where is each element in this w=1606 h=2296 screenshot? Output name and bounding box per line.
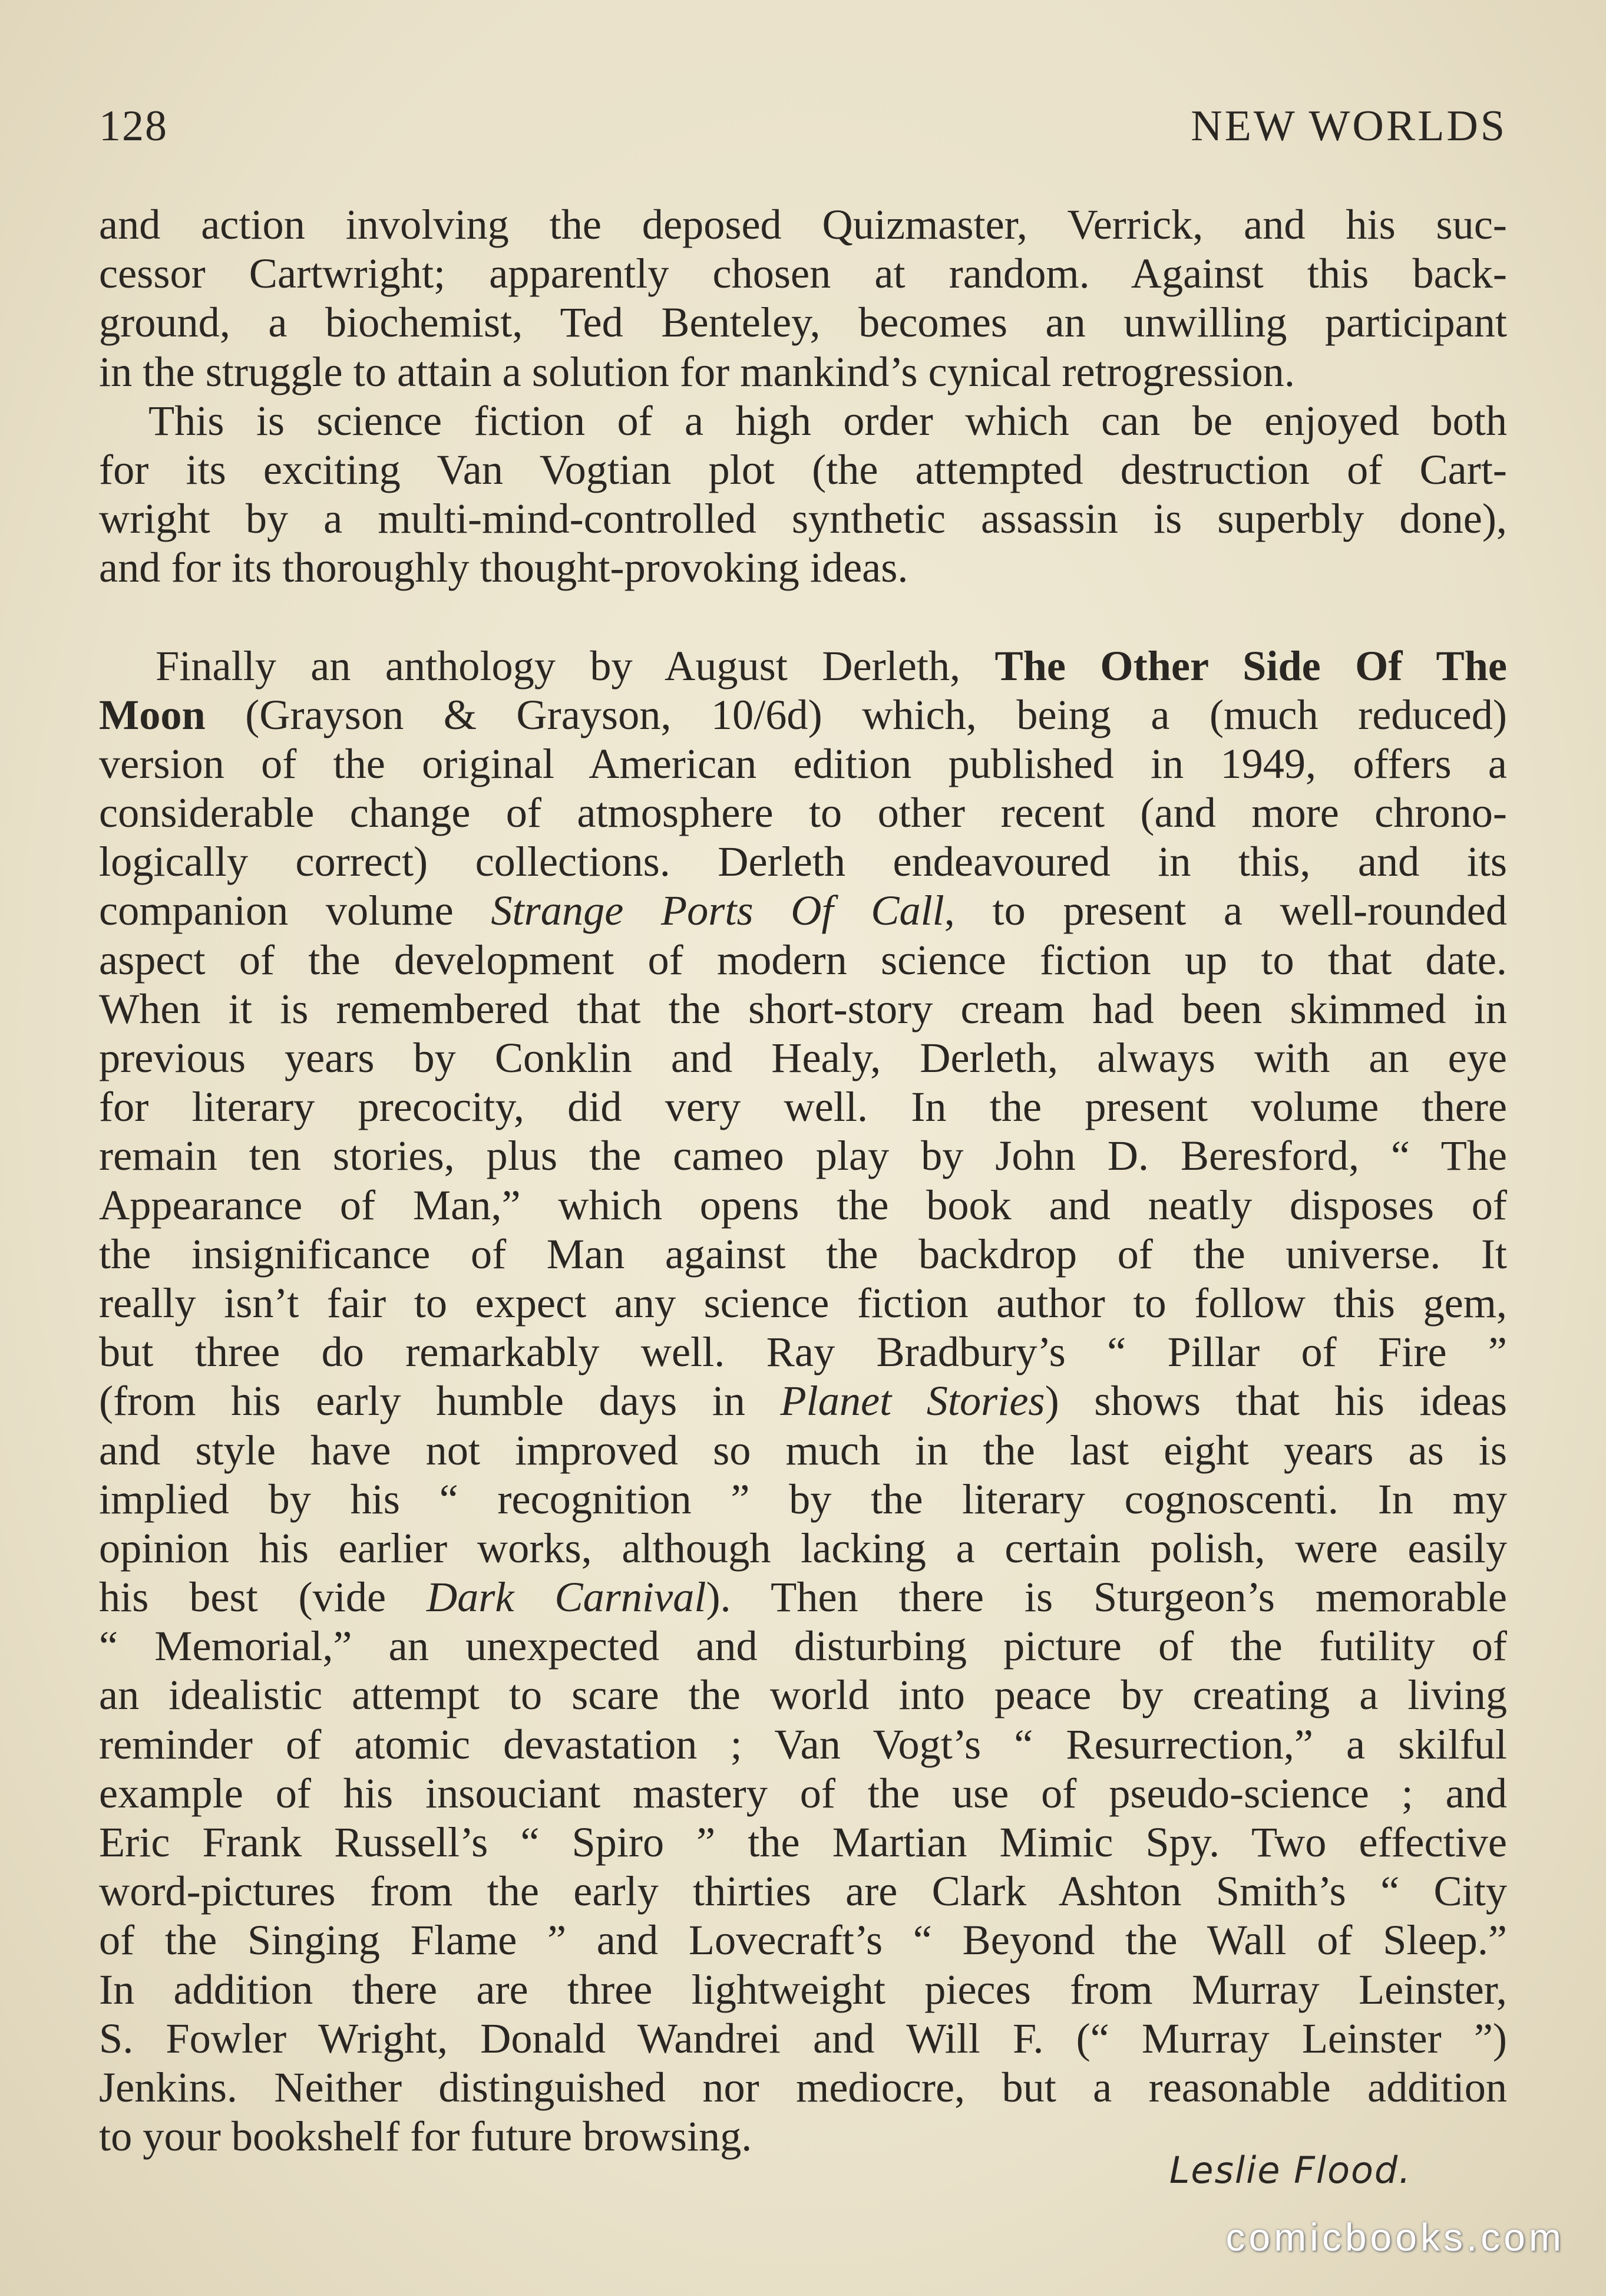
text-line: and style have not improved so much in the last eight years as is xyxy=(99,1426,1507,1474)
book-title: Moon xyxy=(99,691,206,738)
text-line: his best (vide Dark Carnival). Then there is Sturgeon’s memorable xyxy=(99,1573,1507,1621)
text-line: of the Singing Flame ” and Lovecraft’s “ Beyond the Wall of Sleep.” xyxy=(99,1916,1507,1964)
article-body xyxy=(99,200,1507,2161)
running-title: NEW WORLDS xyxy=(1191,102,1507,150)
italic-title: Dark Carnival xyxy=(426,1573,706,1621)
text-line: Appearance of Man,” which opens the book and neatly disposes of xyxy=(99,1181,1507,1229)
text-line: cessor Cartwright; apparently chosen at random. Against this back- xyxy=(99,250,1507,298)
page-number: 128 xyxy=(99,102,168,150)
text-line: “ Memorial,” an unexpected and disturbing picture of the futility of xyxy=(99,1622,1507,1670)
book-title: The Other Side Of The xyxy=(994,642,1507,690)
paragraph-2 xyxy=(99,397,1507,593)
italic-title: Planet Stories xyxy=(780,1377,1045,1425)
text-line: but three do remarkably well. Ray Bradbury’s “ Pillar of Fire ” xyxy=(99,1328,1507,1376)
text-line: (from his early humble days in Planet Stories) shows that his ideas xyxy=(99,1377,1508,1425)
text-line: and for its thoroughly thought-provoking ideas. xyxy=(99,544,908,592)
text-line: Jenkins. Neither distinguished nor mediocre, but a reasonable addition xyxy=(99,2063,1507,2111)
text-line: word-pictures from the early thirties are Clark Ashton Smith’s “ City xyxy=(99,1868,1507,1915)
text-line: really isn’t fair to expect any science fiction author to follow this gem, xyxy=(99,1279,1507,1327)
text-line: remain ten stories, plus the cameo play by John D. Beresford, “ The xyxy=(99,1132,1507,1180)
watermark: comicbooks.com xyxy=(1225,2215,1565,2259)
text-line: logically correct) collections. Derleth endeavoured in this, and its xyxy=(99,838,1507,886)
text-line: example of his insouciant mastery of the use of pseudo-science ; and xyxy=(99,1769,1507,1817)
author-signature: Leslie Flood. xyxy=(1169,2149,1412,2192)
text-line: In addition there are three lightweight pieces from Murray Leinster, xyxy=(99,1965,1507,2013)
text-line: opinion his earlier works, although lacking a certain polish, were easily xyxy=(99,1524,1507,1572)
text-line: in the struggle to attain a solution for mankind’s cynical retrogression. xyxy=(99,348,1295,395)
text-line: the insignificance of Man against the backdrop of the universe. It xyxy=(99,1230,1507,1278)
text-line: Moon (Grayson & Grayson, 10/6d) which, being a (much reduced) xyxy=(99,691,1507,738)
paragraph-gap xyxy=(99,593,1507,642)
paragraph-1 xyxy=(99,200,1507,397)
text-line: previous years by Conklin and Healy, Derleth, always with an eye xyxy=(99,1034,1507,1081)
italic-title: Strange Ports Of Call xyxy=(491,887,944,935)
text-line: for its exciting Van Vogtian plot (the attempted destruction of Cart- xyxy=(99,446,1507,493)
text-line: companion volume Strange Ports Of Call, to present a well-rounded xyxy=(99,887,1508,935)
text-line: Eric Frank Russell’s “ Spiro ” the Martian Mimic Spy. Two effective xyxy=(99,1819,1507,1866)
text-line: This is science fiction of a high order which can be enjoyed both xyxy=(148,397,1507,444)
text-line: Finally an anthology by August Derleth, The Other Side Of The xyxy=(156,642,1507,690)
paragraph-3 xyxy=(99,642,1507,2162)
text-line: for literary precocity, did very well. In the present volume there xyxy=(99,1083,1507,1131)
text-line: an idealistic attempt to scare the world into peace by creating a living xyxy=(99,1671,1507,1719)
text-line: and action involving the deposed Quizmaster, Verrick, and his suc- xyxy=(99,201,1507,248)
text-line: ground, a biochemist, Ted Benteley, becomes an unwilling participant xyxy=(99,299,1507,347)
text-line: wright by a multi-mind-controlled synthetic assassin is superbly done), xyxy=(99,495,1507,543)
page-header xyxy=(99,101,1507,160)
text-line: S. Fowler Wright, Donald Wandrei and Will F. (“ Murray Leinster ”) xyxy=(99,2014,1507,2062)
text-line: considerable change of atmosphere to other recent (and more chrono- xyxy=(99,789,1507,837)
text-line: to your bookshelf for future browsing. xyxy=(99,2113,752,2160)
text-line: When it is remembered that the short-story cream had been skimmed in xyxy=(99,985,1507,1032)
text-line: version of the original American edition published in 1949, offers a xyxy=(99,740,1507,787)
text-line: implied by his “ recognition ” by the literary cognoscenti. In my xyxy=(99,1475,1507,1523)
text-line: aspect of the development of modern science fiction up to that date. xyxy=(99,936,1507,984)
text-line: reminder of atomic devastation ; Van Vogt’s “ Resurrection,” a skilful xyxy=(99,1720,1507,1768)
